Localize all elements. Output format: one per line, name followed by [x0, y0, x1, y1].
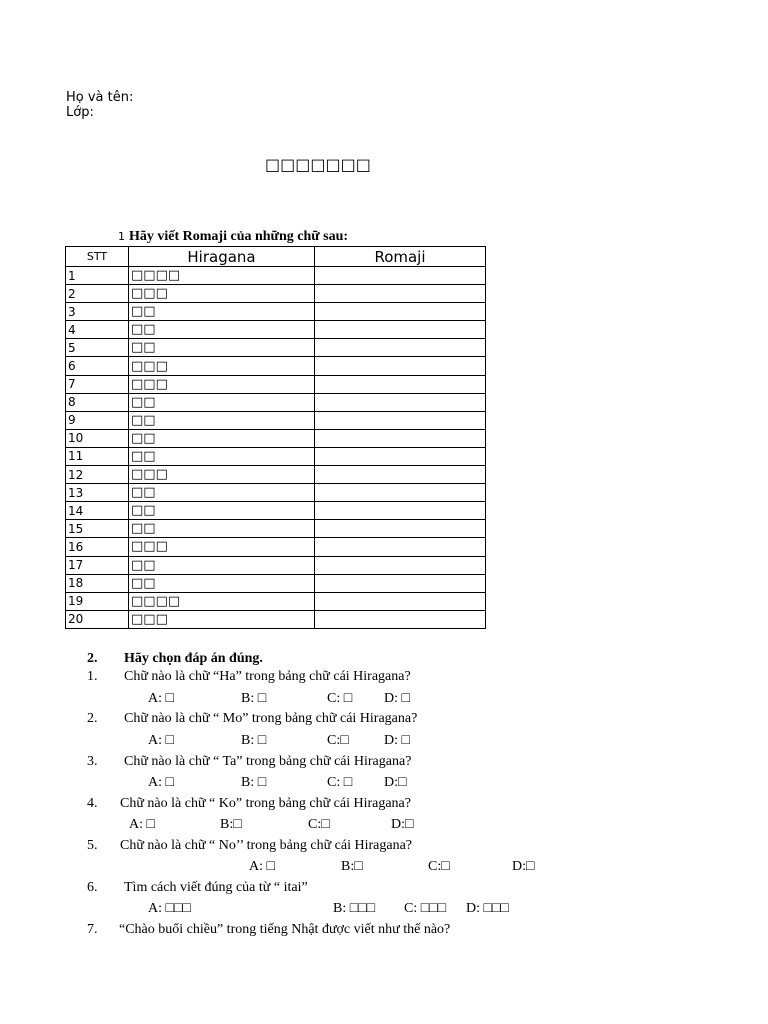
section2-heading: Hãy chọn đáp án đúng. — [124, 651, 263, 666]
hiragana-cell: □□ — [129, 556, 315, 574]
table-row — [66, 520, 486, 538]
stt-cell: 5 — [66, 339, 129, 357]
answer-b[interactable]: B:□ — [220, 817, 242, 832]
question-text: Chữ nào là chữ “Ha” trong bảng chữ cái Hiragana? — [124, 669, 411, 684]
answer-b[interactable]: B:□ — [341, 859, 363, 874]
table-row — [66, 502, 486, 520]
table-row — [66, 592, 486, 610]
romaji-answer-cell[interactable] — [315, 574, 486, 592]
hiragana-cell: □□ — [129, 339, 315, 357]
answer-c[interactable]: C:□ — [308, 817, 330, 832]
table-row — [66, 339, 486, 357]
class-label: Lớp: — [66, 105, 94, 120]
question-number: 5. — [87, 838, 98, 853]
question-text: “Chào buổi chiều” trong tiếng Nhật được viết như thế nào? — [119, 922, 451, 937]
hiragana-cell: □□□ — [129, 375, 315, 393]
stt-cell: 19 — [66, 592, 129, 610]
hiragana-cell: □□ — [129, 321, 315, 339]
stt-cell: 17 — [66, 556, 129, 574]
romaji-answer-cell[interactable] — [315, 357, 486, 375]
stt-cell: 12 — [66, 466, 129, 484]
question-text: Chữ nào là chữ “ Ko” trong bảng chữ cái Hiragana? — [120, 796, 411, 811]
table-row — [66, 321, 486, 339]
stt-cell: 7 — [66, 375, 129, 393]
section1-number: 1 — [118, 230, 125, 243]
stt-cell: 4 — [66, 321, 129, 339]
answer-d[interactable]: D: □ — [384, 691, 410, 706]
stt-cell: 3 — [66, 303, 129, 321]
answer-a[interactable]: A: □□□ — [148, 901, 191, 916]
table-row — [66, 556, 486, 574]
answer-a[interactable]: A: □ — [148, 733, 174, 748]
stt-cell: 1 — [66, 267, 129, 285]
answer-b[interactable]: B: □ — [241, 775, 267, 790]
answer-c[interactable]: C: □□□ — [404, 901, 447, 916]
romaji-answer-cell[interactable] — [315, 429, 486, 447]
hiragana-cell: □□ — [129, 502, 315, 520]
hiragana-cell: □□□ — [129, 538, 315, 556]
question-text: Tìm cách viết đúng của từ “ itai” — [124, 880, 308, 895]
hiragana-cell: □□ — [129, 447, 315, 465]
table-row — [66, 357, 486, 375]
romaji-answer-cell[interactable] — [315, 466, 486, 484]
answer-d[interactable]: D:□ — [391, 817, 414, 832]
question-number: 7. — [87, 922, 98, 937]
hiragana-cell: □□□□ — [129, 267, 315, 285]
answer-d[interactable]: D: □ — [384, 733, 410, 748]
answer-d[interactable]: D:□ — [512, 859, 535, 874]
stt-cell: 13 — [66, 484, 129, 502]
romaji-answer-cell[interactable] — [315, 610, 486, 628]
romaji-answer-cell[interactable] — [315, 484, 486, 502]
romaji-answer-cell[interactable] — [315, 592, 486, 610]
romaji-answer-cell[interactable] — [315, 411, 486, 429]
table-row — [66, 429, 486, 447]
stt-cell: 10 — [66, 429, 129, 447]
table-row — [66, 610, 486, 628]
stt-cell: 6 — [66, 357, 129, 375]
table-row — [66, 574, 486, 592]
table-row — [66, 484, 486, 502]
hiragana-cell: □□ — [129, 393, 315, 411]
table-row — [66, 466, 486, 484]
table-row — [66, 375, 486, 393]
romaji-table — [65, 246, 486, 629]
table-row — [66, 411, 486, 429]
answer-b[interactable]: B: □ — [241, 691, 267, 706]
table-row — [66, 447, 486, 465]
stt-cell: 9 — [66, 411, 129, 429]
romaji-answer-cell[interactable] — [315, 321, 486, 339]
romaji-answer-cell[interactable] — [315, 285, 486, 303]
col-header-stt: STT — [66, 247, 129, 267]
hiragana-cell: □□ — [129, 484, 315, 502]
question-text: Chữ nào là chữ “ Ta” trong bảng chữ cái Hiragana? — [124, 754, 412, 769]
question-number: 1. — [87, 669, 98, 684]
question-number: 2. — [87, 711, 98, 726]
romaji-answer-cell[interactable] — [315, 267, 486, 285]
stt-cell: 11 — [66, 447, 129, 465]
answer-b[interactable]: B: □□□ — [333, 901, 376, 916]
section1-heading: Hãy viết Romaji của những chữ sau: — [129, 229, 349, 244]
page-title: □□□□□□□ — [265, 155, 371, 174]
hiragana-cell: □□ — [129, 303, 315, 321]
question-number: 3. — [87, 754, 98, 769]
hiragana-cell: □□ — [129, 411, 315, 429]
hiragana-cell: □□ — [129, 574, 315, 592]
section2-number: 2. — [87, 651, 98, 666]
answer-d[interactable]: D:□ — [384, 775, 407, 790]
stt-cell: 16 — [66, 538, 129, 556]
stt-cell: 18 — [66, 574, 129, 592]
answer-d[interactable]: D: □□□ — [466, 901, 509, 916]
romaji-answer-cell[interactable] — [315, 393, 486, 411]
table-row — [66, 285, 486, 303]
stt-cell: 2 — [66, 285, 129, 303]
romaji-answer-cell[interactable] — [315, 538, 486, 556]
table-row — [66, 267, 486, 285]
answer-b[interactable]: B: □ — [241, 733, 267, 748]
romaji-answer-cell[interactable] — [315, 303, 486, 321]
romaji-answer-cell[interactable] — [315, 339, 486, 357]
hiragana-cell: □□□□ — [129, 592, 315, 610]
table-header-row — [66, 247, 486, 267]
table-row — [66, 538, 486, 556]
romaji-answer-cell[interactable] — [315, 520, 486, 538]
answer-c[interactable]: C: □ — [327, 691, 353, 706]
stt-cell: 8 — [66, 393, 129, 411]
romaji-answer-cell[interactable] — [315, 502, 486, 520]
hiragana-cell: □□ — [129, 520, 315, 538]
question-text: Chữ nào là chữ “ No’’ trong bảng chữ cái Hiragana? — [120, 838, 413, 853]
stt-cell: 14 — [66, 502, 129, 520]
romaji-answer-cell[interactable] — [315, 447, 486, 465]
stt-cell: 15 — [66, 520, 129, 538]
name-label: Họ và tên: — [66, 90, 134, 105]
stt-cell: 20 — [66, 610, 129, 628]
answer-c[interactable]: C:□ — [428, 859, 450, 874]
answer-a[interactable]: A: □ — [249, 859, 275, 874]
hiragana-cell: □□□ — [129, 466, 315, 484]
hiragana-cell: □□ — [129, 429, 315, 447]
answer-c[interactable]: C: □ — [327, 775, 353, 790]
col-header-romaji: Romaji — [315, 247, 486, 267]
answer-a[interactable]: A: □ — [148, 775, 174, 790]
table-row — [66, 393, 486, 411]
romaji-answer-cell[interactable] — [315, 375, 486, 393]
answer-a[interactable]: A: □ — [148, 691, 174, 706]
answer-c[interactable]: C:□ — [327, 733, 349, 748]
question-text: Chữ nào là chữ “ Mo” trong bảng chữ cái Hiragana? — [124, 711, 418, 726]
hiragana-cell: □□□ — [129, 357, 315, 375]
hiragana-cell: □□□ — [129, 610, 315, 628]
romaji-answer-cell[interactable] — [315, 556, 486, 574]
col-header-hiragana: Hiragana — [129, 247, 315, 267]
hiragana-cell: □□□ — [129, 285, 315, 303]
question-number: 6. — [87, 880, 98, 895]
table-row — [66, 303, 486, 321]
question-number: 4. — [87, 796, 98, 811]
answer-a[interactable]: A: □ — [129, 817, 155, 832]
